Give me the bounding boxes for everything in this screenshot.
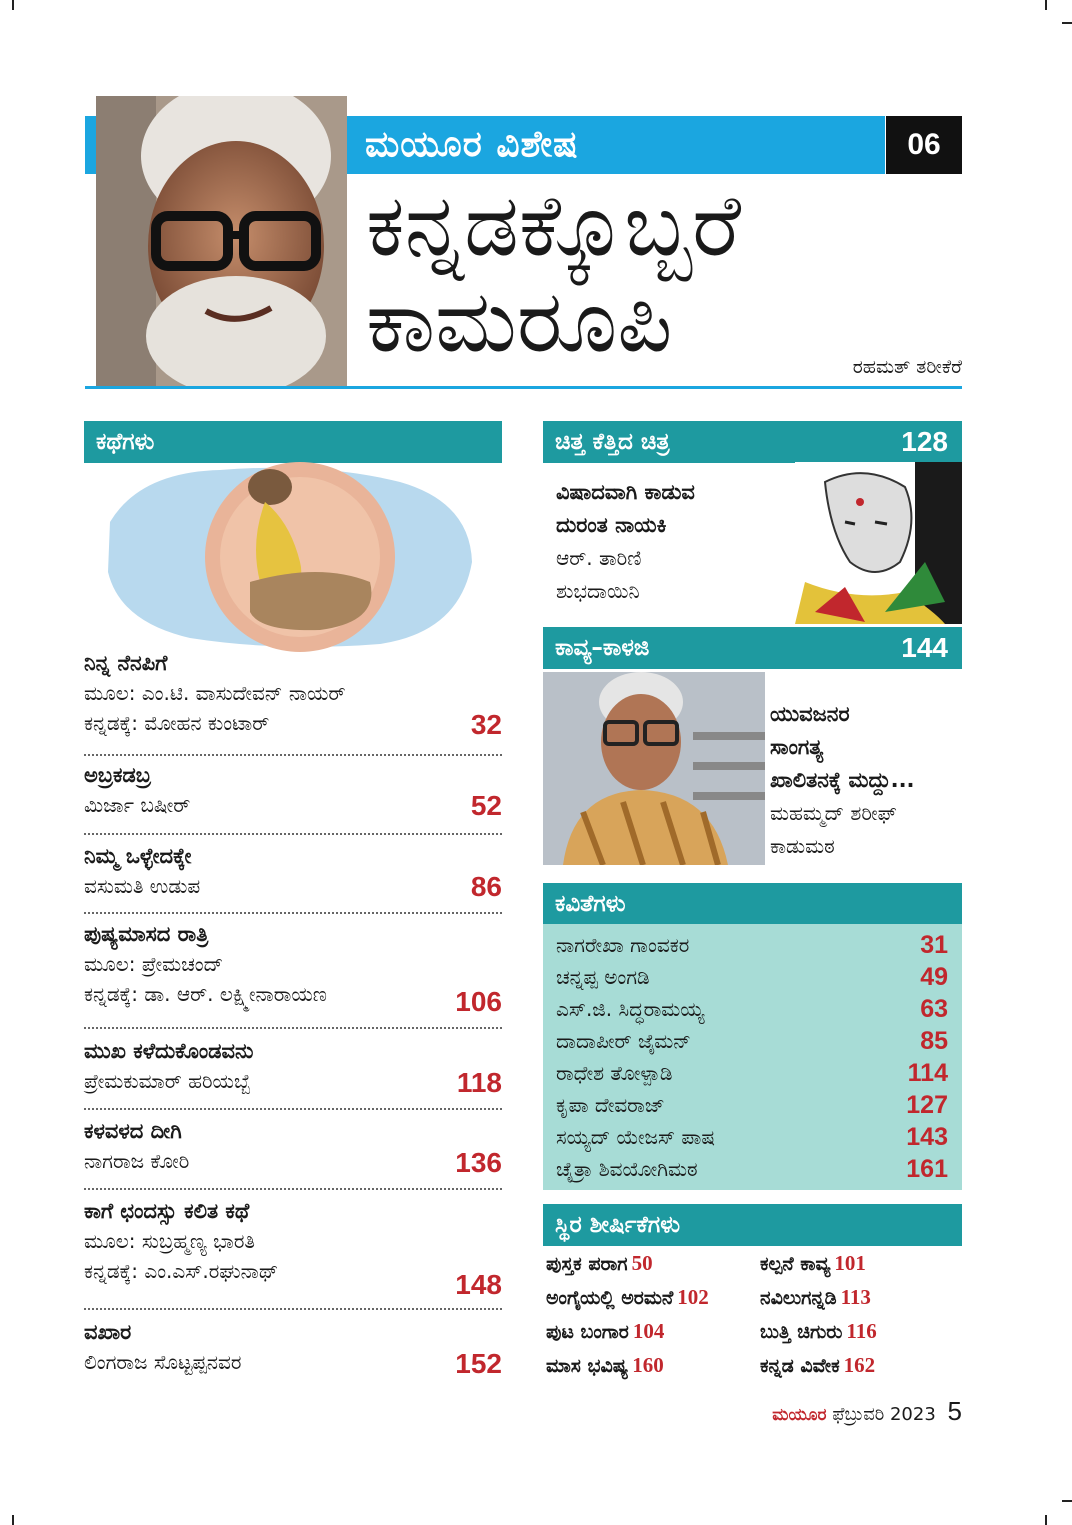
chitra-title-line2: ದುರಂತ ನಾಯಕಿ xyxy=(556,513,667,537)
story-page: 148 xyxy=(455,1269,502,1300)
story-author: ವಸುಮತಿ ಉಡುಪ xyxy=(84,874,201,898)
column-entry xyxy=(546,1314,664,1349)
poem-page: 49 xyxy=(920,963,948,991)
kavya-heading: ಕಾವ್ಯ–ಕಾಳಜಿ xyxy=(555,635,650,661)
column-entry xyxy=(760,1280,871,1315)
story-author: ಪ್ರೇಮಕುಮಾರ್ ಹರಿಯಬ್ಬೆ xyxy=(84,1069,251,1093)
poem-page: 127 xyxy=(906,1091,948,1119)
poem-entry xyxy=(556,929,948,961)
story-entry xyxy=(84,1317,502,1377)
story-title: ವಖಾರ xyxy=(84,1320,132,1344)
column-entry xyxy=(760,1348,875,1383)
story-page: 52 xyxy=(470,790,502,821)
columns-heading: ಸ್ಥಿರ ಶೀರ್ಷಿಕೆಗಳು xyxy=(555,1212,681,1238)
poem-page: 161 xyxy=(906,1155,948,1183)
kavya-title-line1: ಯುವಜನರ xyxy=(770,702,850,726)
crop-mark xyxy=(1062,22,1072,24)
story-title: ಕಾಗೆ ಛಂದಸ್ಸು ಕಲಿತ ಕಥೆ xyxy=(84,1199,250,1223)
column-page: 113 xyxy=(840,1285,871,1309)
story-author: ಲಿಂಗರಾಜ ಸೊಟ್ಟಪ್ಪನವರ xyxy=(84,1350,242,1374)
story-page: 32 xyxy=(470,709,502,740)
stories-illustration xyxy=(100,462,480,652)
stories-heading-bar xyxy=(84,421,502,463)
chitra-heading-bar xyxy=(543,421,962,463)
story-title: ನಿನ್ನ ನೆನಪಿಗೆ xyxy=(84,651,168,675)
story-original: ಮೂಲ: ಎಂ.ಟಿ. ವಾಸುದೇವನ್ ನಾಯರ್ xyxy=(84,681,346,705)
story-page: 86 xyxy=(470,871,502,902)
poem-entry xyxy=(556,961,948,993)
story-entry xyxy=(84,919,502,1017)
column-page: 160 xyxy=(632,1353,664,1377)
column-page: 50 xyxy=(631,1251,653,1275)
columns-heading-bar xyxy=(543,1204,962,1246)
chitra-author-line1: ಆರ್. ತಾರಿಣಿ xyxy=(556,546,642,570)
poem-entry xyxy=(556,1057,948,1089)
kavya-photo-art xyxy=(543,672,765,865)
column-entry xyxy=(546,1246,653,1281)
feature-author: ರಹಮತ್ ತರೀಕೆರೆ xyxy=(852,356,962,378)
chitra-author-line2: ಶುಭದಾಯಿನಿ xyxy=(556,579,640,603)
story-author: ನಾಗರಾಜ ಕೋರಿ xyxy=(84,1149,190,1173)
feature-title-line2: ಕಾಮರೂಪಿ xyxy=(366,272,673,372)
poem-entry xyxy=(556,1089,948,1121)
feature-title xyxy=(366,178,886,370)
dotted-divider xyxy=(84,1188,502,1190)
poem-entry xyxy=(556,993,948,1025)
chitra-page: 128 xyxy=(901,426,948,457)
kavya-author-line1: ಮಹಮ್ಮದ್ ಶರೀಫ್ xyxy=(770,801,897,825)
poet-name: ರಾಧೇಶ ತೋಳ್ಪಾಡಿ xyxy=(556,1061,673,1085)
crop-mark xyxy=(1045,0,1047,10)
dotted-divider xyxy=(84,1308,502,1310)
sketch-art xyxy=(795,462,962,624)
dotted-divider xyxy=(84,833,502,835)
column-name: ಪುಸ್ತಕ ಪರಾಗ xyxy=(546,1253,628,1275)
column-name: ನವಿಲುಗನ್ನಡಿ xyxy=(760,1287,837,1309)
column-page: 102 xyxy=(677,1285,709,1309)
chitra-title-line1: ವಿಷಾದವಾಗಿ ಕಾಡುವ xyxy=(556,480,695,504)
kavya-page: 144 xyxy=(901,632,948,663)
story-entry xyxy=(84,1116,502,1176)
page-footer xyxy=(772,1394,962,1432)
kavya-title-line3: ಖಾಲಿತನಕ್ಕೆ ಮದ್ದು... xyxy=(770,768,915,792)
feature-title-line1: ಕನ್ನಡಕ್ಕೊಬ್ಬರೆ xyxy=(366,176,742,276)
column-name: ಕನ್ನಡ ವಿವೇಕ xyxy=(760,1355,840,1377)
story-entry xyxy=(84,1196,502,1300)
poet-name: ಕೃಪಾ ದೇವರಾಜ್ xyxy=(556,1093,665,1117)
chitra-sketch xyxy=(795,462,962,624)
stories-heading: ಕಥೆಗಳು xyxy=(96,429,155,455)
story-original: ಮೂಲ: ಪ್ರೇಮಚಂದ್ xyxy=(84,952,224,976)
poem-entry xyxy=(556,1153,948,1185)
poem-entry xyxy=(556,1025,948,1057)
story-title: ಪುಷ್ಯಮಾಸದ ರಾತ್ರಿ xyxy=(84,922,209,946)
story-translator: ಕನ್ನಡಕ್ಕೆ: ಎಂ.ಎಸ್.ರಘುನಾಥ್ xyxy=(84,1259,279,1283)
portrait-illustration xyxy=(96,96,347,386)
section-label: ಮಯೂರ ವಿಶೇಷ xyxy=(365,124,579,165)
story-page: 136 xyxy=(455,1147,502,1178)
story-translator: ಕನ್ನಡಕ್ಕೆ: ಡಾ. ಆರ್. ಲಕ್ಷ್ಮೀನಾರಾಯಣ xyxy=(84,982,327,1006)
column-name: ಪುಟ ಬಂಗಾರ xyxy=(546,1321,629,1343)
header-divider xyxy=(85,386,962,389)
poem-page: 85 xyxy=(920,1027,948,1055)
column-name: ಕಲ್ಪನೆ ಕಾವ್ಯ xyxy=(760,1253,831,1275)
column-name: ಮಾಸ ಭವಿಷ್ಯ xyxy=(546,1355,629,1377)
poet-name: ಎಸ್.ಜಿ. ಸಿದ್ಧರಾಮಯ್ಯ xyxy=(556,997,705,1021)
column-page: 116 xyxy=(846,1319,877,1343)
poem-page: 114 xyxy=(907,1059,948,1087)
dotted-divider xyxy=(84,1027,502,1029)
kavya-heading-bar xyxy=(543,627,962,669)
poem-entry xyxy=(556,1121,948,1153)
column-entry xyxy=(546,1280,709,1315)
magazine-brand: ಮಯೂರ xyxy=(772,1405,827,1425)
story-title: ಕಳವಳದ ದೀಗಿ xyxy=(84,1119,182,1143)
crop-mark xyxy=(1045,1515,1047,1525)
story-title: ಮುಖ ಕಳೆದುಕೊಂಡವನು xyxy=(84,1039,254,1063)
issue-date: ಫೆಬ್ರುವರಿ 2023 xyxy=(832,1404,936,1425)
story-entry xyxy=(84,648,502,738)
column-page: 104 xyxy=(632,1319,665,1343)
crop-mark xyxy=(1062,1500,1072,1502)
chitra-heading: ಚಿತ್ತ ಕೆತ್ತಿದ ಚಿತ್ರ xyxy=(555,429,670,455)
feature-page-number: 06 xyxy=(886,116,962,174)
dotted-divider xyxy=(84,1108,502,1110)
author-portrait xyxy=(96,96,347,386)
poet-name: ನಾಗರೇಖಾ ಗಾಂವಕರ xyxy=(556,933,690,957)
column-page: 101 xyxy=(834,1251,866,1275)
story-entry xyxy=(84,841,502,901)
story-translator: ಕನ್ನಡಕ್ಕೆ: ಮೋಹನ ಕುಂಟಾರ್ xyxy=(84,711,270,735)
story-author: ಮಿರ್ಜಾ ಬಷೀರ್ xyxy=(84,793,191,817)
story-page: 106 xyxy=(455,986,502,1017)
column-page: 162 xyxy=(843,1353,876,1377)
dotted-divider xyxy=(84,754,502,756)
column-entry xyxy=(760,1314,877,1349)
kavya-title-line2: ಸಾಂಗತ್ಯ xyxy=(770,735,824,759)
crop-mark xyxy=(12,1515,14,1525)
story-title: ಅಬ್ರಕಡಬ್ರ xyxy=(84,763,151,787)
column-entry xyxy=(760,1246,866,1281)
poet-name: ಸಯ್ಯದ್ ಯೇಜಸ್ ಪಾಷ xyxy=(556,1125,715,1149)
page-number: 5 xyxy=(947,1396,962,1426)
poem-page: 63 xyxy=(920,995,948,1023)
column-entry xyxy=(546,1348,664,1383)
story-entry xyxy=(84,760,502,820)
kavya-photo xyxy=(543,672,765,865)
kavya-author-line2: ಕಾಡುಮಠ xyxy=(770,834,835,858)
poet-name: ಚನ್ನಪ್ಪ ಅಂಗಡಿ xyxy=(556,965,650,989)
story-original: ಮೂಲ: ಸುಬ್ರಹ್ಮಣ್ಯ ಭಾರತಿ xyxy=(84,1229,256,1253)
kavya-entry xyxy=(770,698,962,863)
story-entry xyxy=(84,1036,502,1096)
dotted-divider xyxy=(84,912,502,914)
column-name: ಅಂಗೈಯಲ್ಲಿ ಅರಮನೆ xyxy=(546,1287,674,1309)
poem-page: 143 xyxy=(906,1123,948,1151)
poems-heading: ಕವಿತೆಗಳು xyxy=(555,891,626,917)
poet-name: ಚೈತ್ರಾ ಶಿವಯೋಗಿಮಠ xyxy=(556,1157,698,1181)
crop-mark xyxy=(12,0,14,10)
poem-page: 31 xyxy=(920,931,948,959)
poems-heading-bar xyxy=(543,883,962,925)
chitra-entry xyxy=(556,476,796,608)
story-page: 118 xyxy=(456,1067,502,1098)
story-title: ನಿಮ್ಮ ಒಳ್ಳೇದಕ್ಕೇ xyxy=(84,844,192,868)
story-page: 152 xyxy=(455,1348,502,1379)
stories-illustration-art xyxy=(100,462,480,652)
poet-name: ದಾದಾಪೀರ್ ಜೈಮನ್ xyxy=(556,1029,691,1053)
column-name: ಬುತ್ತಿ ಚಿಗುರು xyxy=(760,1321,843,1343)
